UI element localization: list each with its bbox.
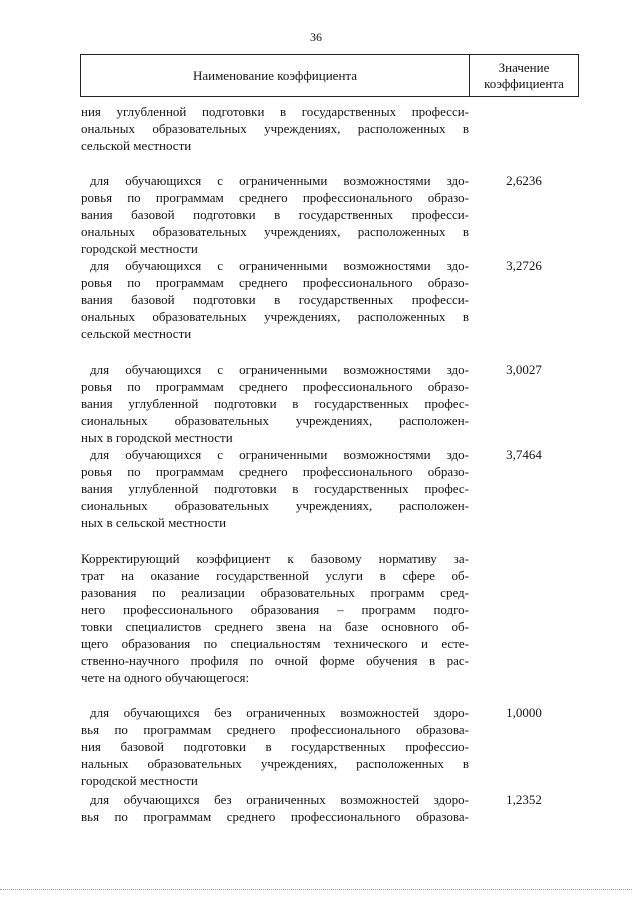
text-line: ровья по программам среднего профессионального образо- [81,379,469,394]
text-line: для обучающихся с ограниченными возможностями здо- [90,173,469,188]
row-text [81,257,469,342]
scan-edge-artifact [0,889,632,891]
row-text [81,361,469,446]
text-line: ональных образовательных учреждениях, расположенных в [81,224,469,239]
coefficient-value: 1,0000 [506,705,542,720]
text-line: сиональных образовательных учреждениях, расположен- [81,498,469,513]
correcting-coefficient-text [81,550,469,686]
text-line: ных в городской местности [81,430,233,445]
text-line: вания углубленной подготовки в государственных профес- [81,396,469,411]
row-continuation-text [81,103,469,154]
text-line: щего образования по специальностям технического и есте- [81,636,469,651]
text-line: для обучающихся без ограниченных возможностей здоро- [90,792,469,807]
text-line: ональных образовательных учреждениях, расположенных в [81,121,469,136]
text-line: ния базовой подготовки в государственных профессио- [81,739,469,754]
text-line: чете на одного обучающегося: [81,670,250,685]
text-line: для обучающихся с ограниченными возможностями здо- [90,362,469,377]
row-text [81,791,469,825]
header-bottom-rule [80,96,579,97]
text-line: вания углубленной подготовки в государственных профес- [81,481,469,496]
text-line: ных в сельской местности [81,515,227,530]
text-line: вания базовой подготовки в государственных професси- [81,292,469,307]
text-line: вья по программам среднего профессионального образова- [81,809,469,824]
text-line: сельской местности [81,326,192,341]
coefficient-value: 3,7464 [506,447,542,462]
text-line: ональных образовательных учреждениях, расположенных в [81,309,469,324]
header-name-column: Наименование коэффициента [192,68,358,83]
text-line: для обучающихся с ограниченными возможностями здо- [90,258,469,273]
text-line: ровья по программам среднего профессионального образо- [81,275,469,290]
coefficient-value: 3,0027 [506,362,542,377]
text-line: вья по программам среднего профессионального образова- [81,722,469,737]
text-line: городской местности [81,773,198,788]
text-line: Корректирующий коэффициент к базовому нормативу за- [81,551,469,566]
text-line: разования по реализации образовательных программ сред- [81,585,469,600]
text-line: ровья по программам среднего профессионального образо- [81,190,469,205]
page-number: 36 [310,30,322,44]
text-line: городской местности [81,241,198,256]
text-line: ственно-научного профиля по очной форме обучения в рас- [81,653,469,668]
text-line: нальных образовательных учреждениях, расположенных в [81,756,469,771]
coefficient-value: 3,2726 [506,258,542,273]
row-text [81,446,469,531]
text-line: для обучающихся с ограниченными возможностями здо- [90,447,469,462]
coefficient-value: 2,6236 [506,173,542,188]
row-text [81,704,469,789]
text-line: ровья по программам среднего профессионального образо- [81,464,469,479]
text-line: него профессионального образования – программ подго- [81,602,469,617]
text-line: трат на оказание государственной услуги в сфере об- [81,568,469,583]
text-line: вания базовой подготовки в государственных професси- [81,207,469,222]
text-line: сиональных образовательных учреждениях, расположен- [81,413,469,428]
header-value-line2: коэффициента [484,76,564,91]
coefficient-value: 1,2352 [506,792,542,807]
text-line: ния углубленной подготовки в государственных професси- [81,104,469,119]
text-line: сельской местности [81,138,192,153]
row-text [81,172,469,257]
text-line: для обучающихся без ограниченных возможностей здоро- [90,705,469,720]
text-line: товки специалистов среднего звена на базе основного об- [81,619,469,634]
header-value-line1: Значение [498,60,550,75]
header-value-column [470,60,578,92]
